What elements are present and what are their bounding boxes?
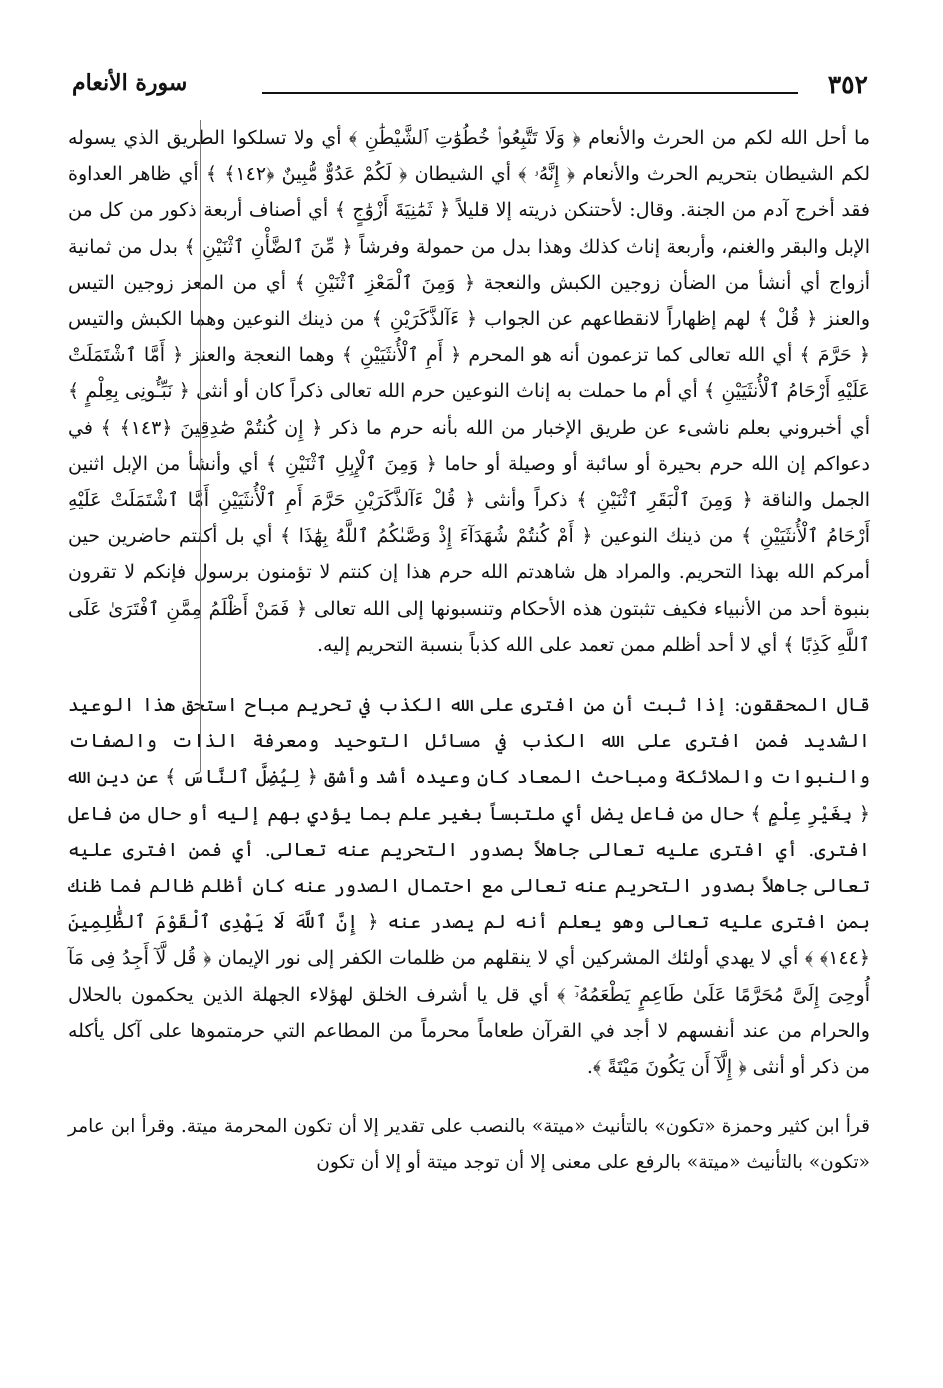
- scan-fold-line: [200, 120, 201, 772]
- paragraph-qiraat: قرأ ابن كثير وحمزة «تكون» بالتأنيث «ميتة» بالنصب على تقدير إلا أن تكون المحرمة ميتة. وقرأ ابن عامر «تكون» بالتأنيث «ميتة» بالرفع على معنى إلا أن توجد ميتة أو إلا أن تكون: [68, 1116, 870, 1174]
- paragraph-muhaqqiqun: قال المحققون: إذا ثبت أن من افترى على الله الكذب في تحريم مباح استحق هذا الوعيد الشديد فمن افترى على الله الكذب في مسائل التوحيد ومعرفة الذات والصفات والنبوات والملائكة ومباحث المعاد كان وعيده أشد وأشق ﴿ لِيُضِلَّ ٱلنَّاسَ ﴾ عن دين الله ﴿ بِغَيْرِ عِلْمٍ ﴾ حال من فاعل يضل أي ملتبساً بغير علم بما يؤدي بهم إليه أو حال من فاعل افترى. أي افترى عليه تعالى جاهلاً بصدور التحريم عنه تعالى. أي فمن افترى عليه تعالى جاهلاً بصدور التحريم عنه تعالى مع احتمال الصدور عنه كان أظلم ظالم فما ظنك بمن افترى عليه تعالى وهو يعلم أنه لم يصدر عنه ﴿ إِنَّ ٱللَّهَ لَا يَهْدِى ٱلْقَوْمَ ٱلظَّٰلِمِينَ ﴿١٤٤﴾ ﴾ أي لا يهدي أولئك المشركين أي لا ينقلهم من ظلمات الكفر إلى نور الإيمان ﴿ قُل لَّآ أَجِدُ فِى مَآ أُوحِىَ إِلَىَّ مُحَرَّمًا عَلَىٰ طَاعِمٍ يَطْعَمُهُۥٓ ﴾ أي قل يا أشرف الخلق لهؤلاء الجهلة الذين يحكمون بالحلال والحرام من عند أنفسهم لا أجد في القرآن طعاماً محرماً من المطاعم التي حرمتموها على آكل يأكله من ذكر أو أنثى ﴿ إِلَّآ أَن يَكُونَ مَيْتَةً ﴾.: [68, 694, 870, 1079]
- page-number: ٣٥٢: [827, 70, 868, 99]
- page-header: [72, 62, 868, 108]
- paragraph-tafsir-verses: ما أحل الله لكم من الحرث والأنعام ﴿ وَلَا تَتَّبِعُوا۟ خُطُوَٰتِ ٱلشَّيْطَٰنِ ﴾ أي ولا تسلكوا الطريق الذي يسوله لكم الشيطان بتحريم الحرث والأنعام ﴿ إِنَّهُۥ ﴾ أي الشيطان ﴿ لَكُمْ عَدُوٌّ مُّبِينٌ ﴿١٤٢﴾ ﴾ أي ظاهر العداوة فقد أخرج آدم من الجنة. وقال: لأحتنكن ذريته إلا قليلاً ﴿ ثَمَٰنِيَةَ أَزْوَٰجٍ ﴾ أي أصناف أربعة ذكور من كل من الإبل والبقر والغنم، وأربعة إناث كذلك وهذا بدل من حمولة وفرشاً ﴿ مِّنَ ٱلضَّأْنِ ٱثْنَيْنِ ﴾ بدل من ثمانية أزواج أي أنشأ من الضأن زوجين الكبش والنعجة ﴿ وَمِنَ ٱلْمَعْزِ ٱثْنَيْنِ ﴾ أي من المعز زوجين التيس والعنز ﴿ قُلْ ﴾ لهم إظهاراً لانقطاعهم عن الجواب ﴿ ءَآلذَّكَرَيْنِ ﴾ من ذينك النوعين وهما الكبش والتيس ﴿ حَرَّمَ ﴾ أي الله تعالى كما تزعمون أنه هو المحرم ﴿ أَمِ ٱلْأُنثَيَيْنِ ﴾ وهما النعجة والعنز ﴿ أَمَّا ٱشْتَمَلَتْ عَلَيْهِ أَرْحَامُ ٱلْأُنثَيَيْنِ ﴾ أي أم ما حملت به إناث النوعين حرم الله تعالى ذكراً كان أو أنثى ﴿ نَبِّـُٔونِى بِعِلْمٍ ﴾ أي أخبروني بعلم ناشىء عن طريق الإخبار من الله بأنه حرم ما ذكر ﴿ إِن كُنتُمْ صَٰدِقِينَ ﴿١٤٣﴾ ﴾ في دعواكم إن الله حرم بحيرة أو سائبة أو وصيلة أو حاما ﴿ وَمِنَ ٱلْإِبِلِ ٱثْنَيْنِ ﴾ أي وأنشأ من الإبل اثنين الجمل والناقة ﴿ وَمِنَ ٱلْبَقَرِ ٱثْنَيْنِ ﴾ ذكراً وأنثى ﴿ قُلْ ءَآلذَّكَرَيْنِ حَرَّمَ أَمِ ٱلْأُنثَيَيْنِ أَمَّا ٱشْتَمَلَتْ عَلَيْهِ أَرْحَامُ ٱلْأُنثَيَيْنِ ﴾ من ذينك النوعين ﴿ أَمْ كُنتُمْ شُهَدَآءَ إِذْ وَصَّىٰكُمُ ٱللَّهُ بِهَٰذَا ﴾ أي بل أكنتم حاضرين حين أمركم الله بهذا التحريم. والمراد هل شاهدتم الله حرم هذا إن كنتم لا تؤمنون برسول فإنكم لا تقرون بنبوة أحد من الأنبياء فكيف تثبتون هذه الأحكام وتنسبونها إلى الله تعالى ﴿ فَمَنْ أَظْلَمُ مِمَّنِ ٱفْتَرَىٰ عَلَى ٱللَّهِ كَذِبًا ﴾ أي لا أحد أظلم ممن تعمد على الله كذباً بنسبة التحريم إليه.: [68, 127, 871, 656]
- header-rule: [262, 92, 798, 94]
- page-body: [68, 120, 870, 1182]
- sura-title: سورة الأنعام: [72, 70, 188, 96]
